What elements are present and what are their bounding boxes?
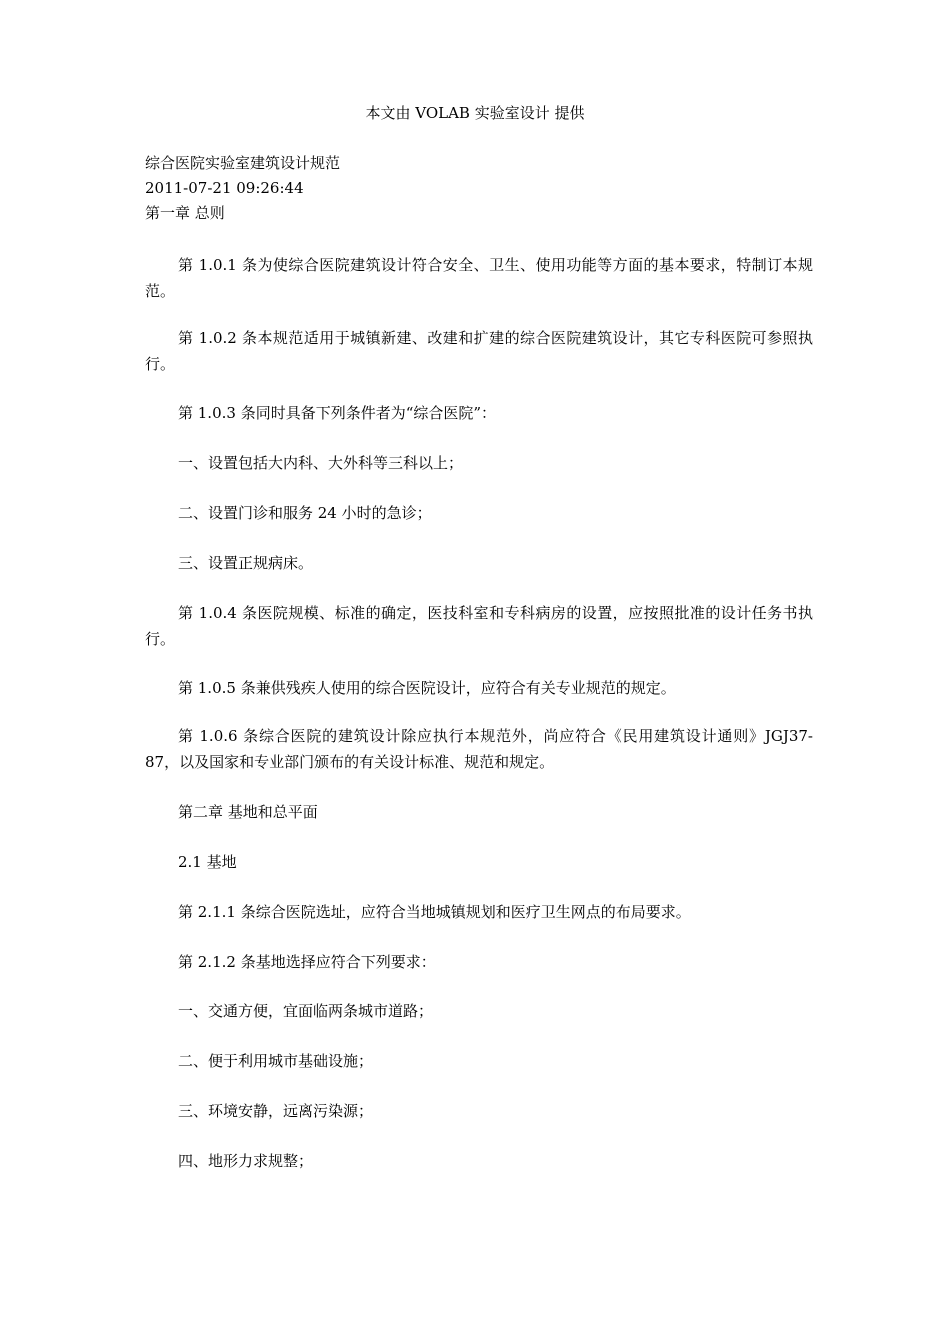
article-paragraph: 第 1.0.5 条兼供残疾人使用的综合医院设计，应符合有关专业规范的规定。 xyxy=(178,679,676,697)
source-credit-line: 本文由 VOLAB 实验室设计 提供 xyxy=(365,104,585,122)
section-heading: 2.1 基地 xyxy=(178,853,237,871)
document-datetime: 2011-07-21 09:26:44 xyxy=(145,179,304,197)
chapter-heading: 第一章 总则 xyxy=(145,204,225,222)
article-paragraph: 第 1.0.6 条综合医院的建筑设计除应执行本规范外，尚应符合《民用建筑设计通则》JGJ37-87，以及国家和专业部门颁布的有关设计标准、规范和规定。 xyxy=(145,727,813,771)
list-item: 三、设置正规病床。 xyxy=(178,554,314,572)
document-title: 综合医院实验室建筑设计规范 xyxy=(145,154,341,172)
list-item: 一、交通方便，宜面临两条城市道路； xyxy=(178,1002,434,1020)
article-paragraph: 第 1.0.2 条本规范适用于城镇新建、改建和扩建的综合医院建筑设计，其它专科医院可参照执行。 xyxy=(145,329,813,373)
article-paragraph: 第 1.0.4 条医院规模、标准的确定，医技科室和专科病房的设置，应按照批准的设计任务书执行。 xyxy=(145,604,813,648)
list-item: 二、便于利用城市基础设施； xyxy=(178,1052,374,1070)
list-item: 三、环境安静，远离污染源； xyxy=(178,1102,374,1120)
article-paragraph: 第 2.1.1 条综合医院选址，应符合当地城镇规划和医疗卫生网点的布局要求。 xyxy=(178,903,691,921)
chapter-heading: 第二章 基地和总平面 xyxy=(178,803,318,821)
article-paragraph: 第 1.0.3 条同时具备下列条件者为“综合医院”： xyxy=(178,404,497,422)
list-item: 一、设置包括大内科、大外科等三科以上； xyxy=(178,454,464,472)
article-paragraph: 第 2.1.2 条基地选择应符合下列要求： xyxy=(178,953,436,971)
list-item: 二、设置门诊和服务 24 小时的急诊； xyxy=(178,504,432,522)
list-item: 四、地形力求规整； xyxy=(178,1152,314,1170)
article-paragraph: 第 1.0.1 条为使综合医院建筑设计符合安全、卫生、使用功能等方面的基本要求，特制订本规范。 xyxy=(145,256,813,300)
